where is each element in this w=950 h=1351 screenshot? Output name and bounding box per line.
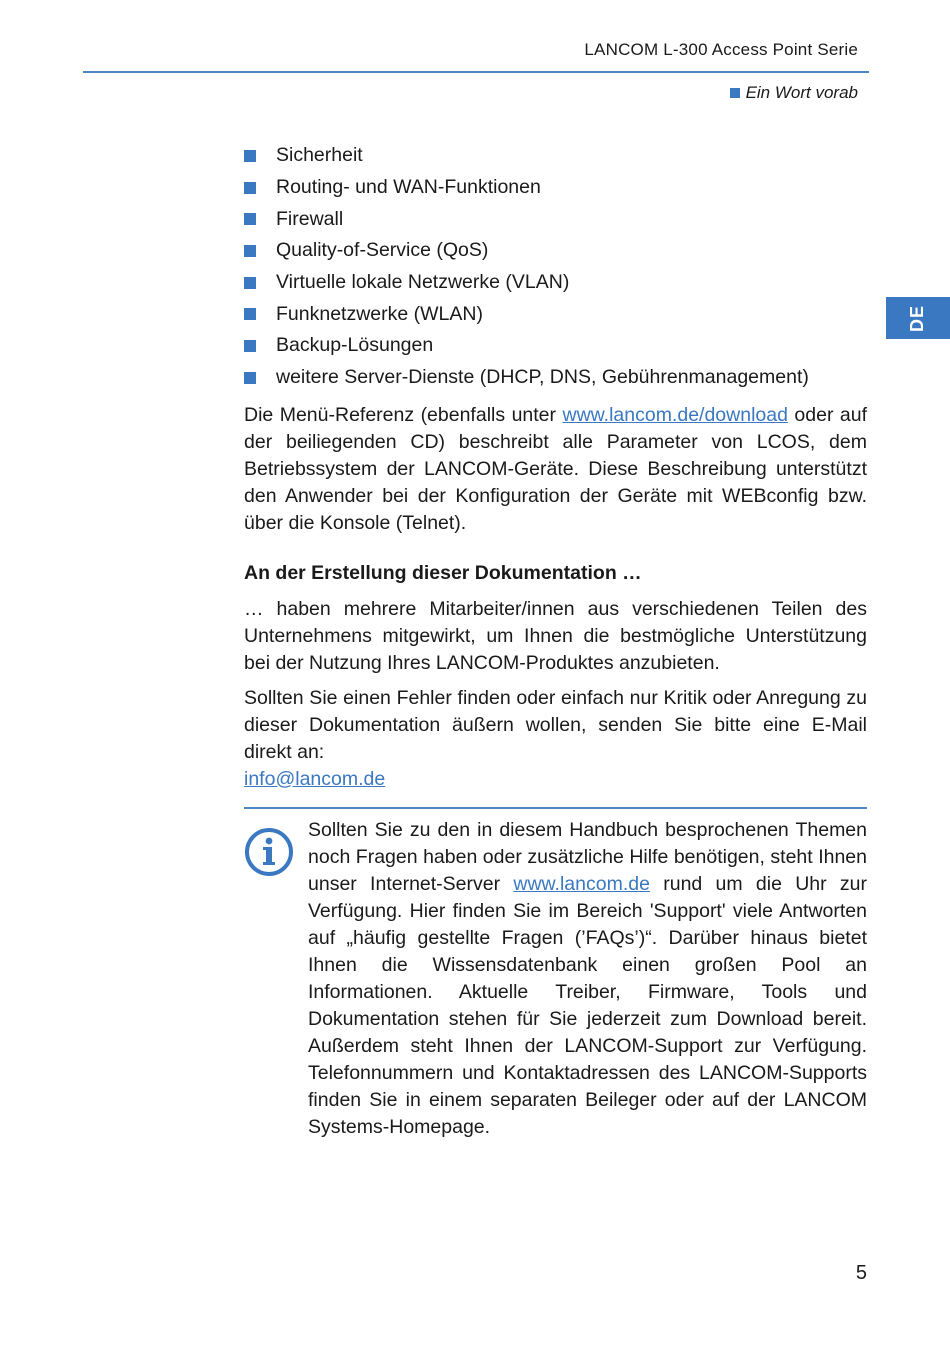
info-note <box>244 817 867 1141</box>
list-item-text: Firewall <box>276 207 344 230</box>
header-divider <box>83 71 869 73</box>
info-note-text <box>308 817 867 1141</box>
menu-reference-paragraph <box>244 402 867 537</box>
paragraph-text: oder auf der beiliegenden CD) beschreibt alle Parameter von LCOS, dem Betriebssystem der LANCOM-Geräte. Diese Beschreibung unterstützt den Anwender bei der Konfiguration der Geräte mit WEBconfig bzw. über die Konsole (Telnet). <box>244 403 867 534</box>
language-tab-label: DE <box>907 304 928 332</box>
square-bullet-icon <box>244 340 256 352</box>
list-item-text: Sicherheit <box>276 144 363 167</box>
paragraph-text: Sollten Sie zu den in diesem Handbuch besprochenen Themen noch Fragen haben oder zusätzliche Hilfe benötigen, steht Ihnen unser Internet-Server <box>308 818 867 895</box>
list-item <box>244 140 867 172</box>
list-item <box>244 362 867 394</box>
list-item <box>244 298 867 330</box>
header-title: LANCOM L-300 Access Point Serie <box>584 40 858 59</box>
paragraph-text: rund um die Uhr zur Verfügung. Hier finden Sie im Bereich 'Support' viele Antworten auf „häufig gestellte Fragen (’FAQs’)“. Darüber hinaus bietet Ihnen die Wissensdatenbank einen großen Pool an Informationen. Aktuelle Treiber, Firmware, Tools und Dokumentation stehen für Sie jederzeit zum Download bereit. Außerdem steht Ihnen der LANCOM-Support zur Verfügung. Telefonnummern und Kontaktadressen des LANCOM-Supports finden Sie in einem separaten Beileger oder auf der LANCOM Systems-Homepage. <box>308 872 867 1138</box>
square-bullet-icon <box>244 277 256 289</box>
list-item-text: Backup-Lösungen <box>276 334 434 357</box>
language-tab[interactable] <box>886 297 950 339</box>
list-item-text: Routing- und WAN-Funktionen <box>276 176 541 199</box>
feature-list <box>244 140 867 394</box>
list-item <box>244 330 867 362</box>
list-item <box>244 267 867 299</box>
list-item <box>244 235 867 267</box>
page-number: 5 <box>855 1262 867 1284</box>
section-heading: An der Erstellung dieser Dokumentation … <box>244 561 642 584</box>
list-item <box>244 172 867 204</box>
list-item-text: weitere Server-Dienste (DHCP, DNS, Gebührenmanagement) <box>276 366 809 389</box>
info-icon <box>244 827 294 877</box>
square-bullet-icon <box>244 245 256 257</box>
feedback-paragraph <box>244 685 867 793</box>
paragraph-text: Sollten Sie einen Fehler finden oder einfach nur Kritik oder Anregung zu dieser Dokumentation äußern wollen, senden Sie bitte eine E-Mail direkt an: <box>244 686 867 763</box>
contributors-paragraph: … haben mehrere Mitarbeiter/innen aus verschiedenen Teilen des Unternehmens mitgewirkt, um Ihnen die bestmögliche Unterstützung bei der Nutzung Ihres LANCOM-Produktes anzubieten. <box>244 597 867 674</box>
square-bullet-icon <box>244 213 256 225</box>
square-bullet-icon <box>244 372 256 384</box>
download-link[interactable]: www.lancom.de/download <box>562 403 788 426</box>
main-content <box>244 140 867 1141</box>
info-divider <box>244 807 867 809</box>
section-label-text: Ein Wort vorab <box>745 83 858 102</box>
website-link[interactable]: www.lancom.de <box>513 872 650 895</box>
square-bullet-icon <box>244 308 256 320</box>
list-item-text: Funknetzwerke (WLAN) <box>276 302 483 325</box>
square-bullet-icon <box>730 88 740 98</box>
square-bullet-icon <box>244 150 256 162</box>
list-item-text: Virtuelle lokale Netzwerke (VLAN) <box>276 271 570 294</box>
section-label <box>730 83 858 103</box>
square-bullet-icon <box>244 182 256 194</box>
list-item-text: Quality-of-Service (QoS) <box>276 239 489 262</box>
list-item <box>244 203 867 235</box>
paragraph-text: Die Menü-Referenz (ebenfalls unter <box>244 403 563 426</box>
email-link[interactable]: info@lancom.de <box>244 767 386 790</box>
